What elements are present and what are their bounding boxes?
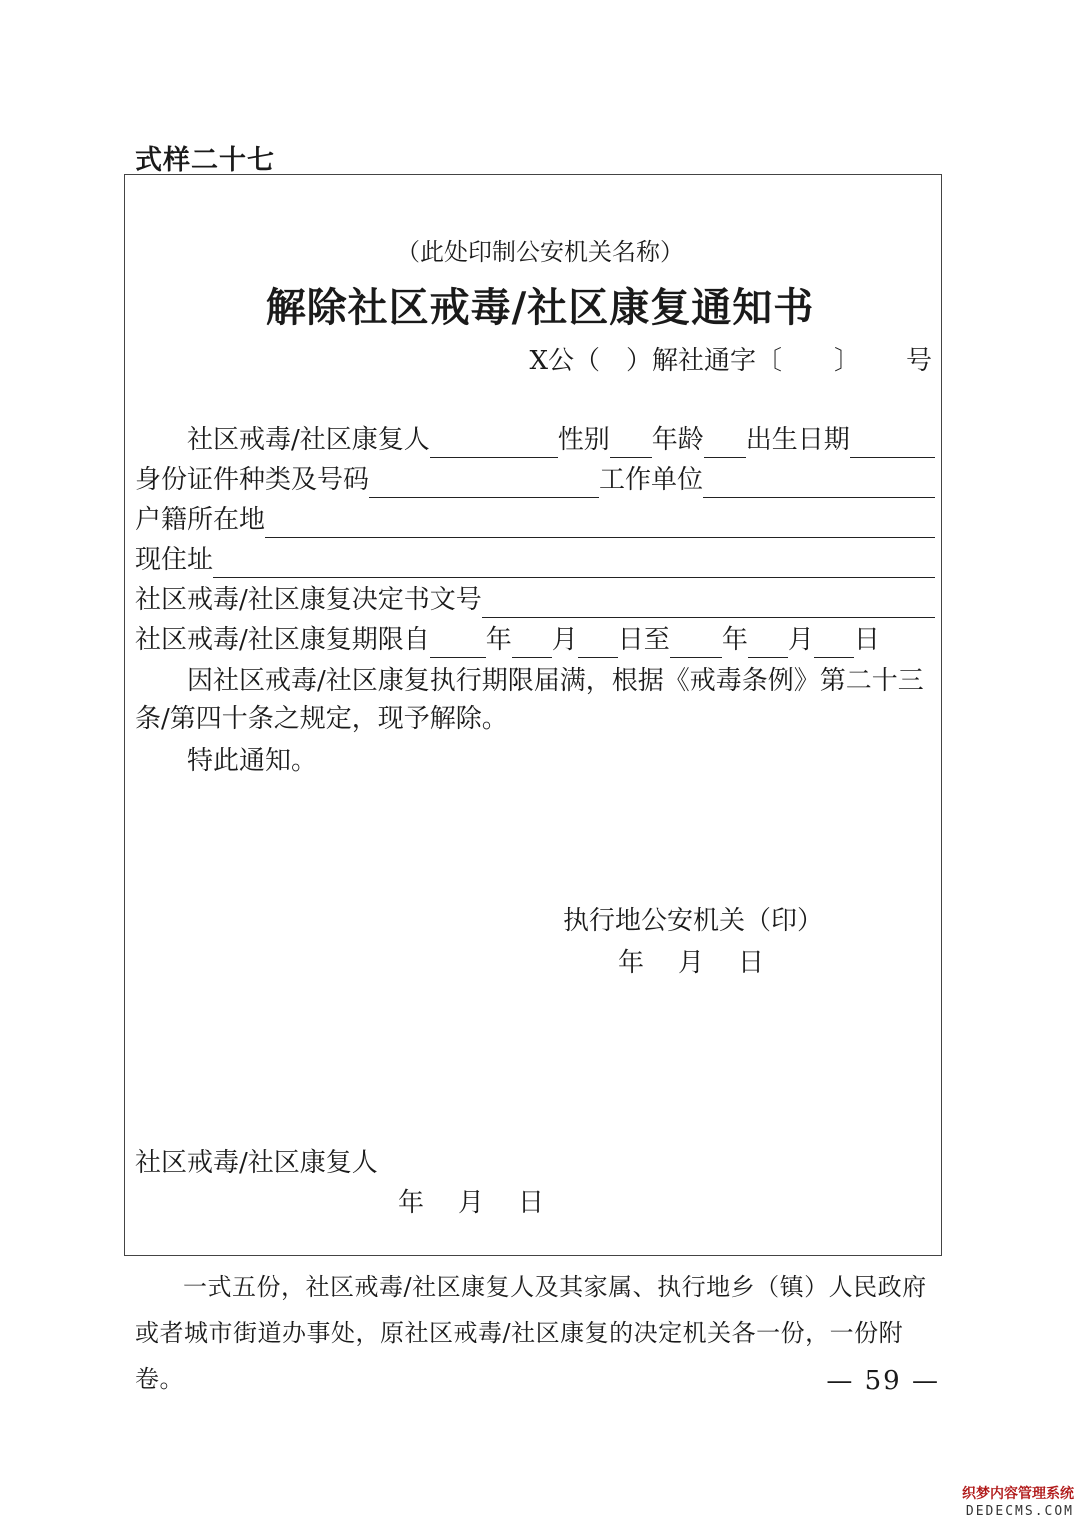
address-blank[interactable] <box>213 549 935 578</box>
birth-date-blank[interactable] <box>850 429 935 458</box>
row-person-info <box>135 422 935 458</box>
id-number-blank[interactable] <box>369 469 599 498</box>
recipient-date: 年 月 日 <box>398 1188 549 1218</box>
person-name-blank[interactable] <box>430 429 558 458</box>
end-year-blank[interactable] <box>670 629 722 658</box>
label-person: 社区戒毒/社区康复人 <box>187 425 430 455</box>
doc-number-bracket-close: 〕 <box>833 346 860 376</box>
row-household <box>135 502 935 538</box>
recipient-signature: 社区戒毒/社区康复人 <box>135 1148 378 1178</box>
label-year-end: 年 <box>721 625 748 655</box>
label-age: 年龄 <box>651 425 704 455</box>
row-id-work <box>135 462 935 498</box>
household-blank[interactable] <box>265 509 935 538</box>
label-month: 月 <box>551 625 578 655</box>
body-paragraph: 因社区戒毒/社区康复执行期限届满，根据《戒毒条例》第二十三条/第四十条之规定，现予解除。 <box>135 666 924 734</box>
work-unit-blank[interactable] <box>703 469 935 498</box>
watermark-line2: DEDECMS.COM <box>965 1504 1074 1519</box>
label-work-unit: 工作单位 <box>599 465 704 495</box>
row-decision-number <box>135 582 935 618</box>
doc-number-prefix: X公（ ）解社通字〔 <box>529 346 782 376</box>
gender-blank[interactable] <box>610 429 652 458</box>
watermark-line1: 织梦内容管理系统 <box>962 1486 1074 1502</box>
authority-date: 年 月 日 <box>618 948 769 978</box>
row-term <box>135 622 935 658</box>
closing-line: 特此通知。 <box>187 746 318 776</box>
sample-label: 式样二十七 <box>135 145 275 176</box>
doc-number-suffix: 号 <box>905 346 932 376</box>
start-year-blank[interactable] <box>430 629 486 658</box>
label-household-registration: 户籍所在地 <box>135 505 266 535</box>
issuer-placeholder: （此处印制公安机关名称） <box>396 238 684 266</box>
row-address <box>135 542 935 578</box>
start-day-blank[interactable] <box>578 629 618 658</box>
decision-number-blank[interactable] <box>482 589 935 618</box>
document-title: 解除社区戒毒/社区康复通知书 <box>265 284 815 331</box>
label-term-from: 社区戒毒/社区康复期限自 <box>135 625 430 655</box>
watermark <box>962 1486 1074 1520</box>
label-day: 日 <box>853 625 880 655</box>
page-number: — 59 — <box>826 1366 940 1396</box>
label-month-end: 月 <box>787 625 814 655</box>
authority-signature: 执行地公安机关（印） <box>563 906 824 936</box>
label-decision-doc-number: 社区戒毒/社区康复决定书文号 <box>135 585 482 615</box>
label-id-type-number: 身份证件种类及号码 <box>135 465 370 495</box>
label-year: 年 <box>485 625 512 655</box>
end-month-blank[interactable] <box>748 629 788 658</box>
label-birth-date: 出生日期 <box>745 425 850 455</box>
footnote: 一式五份，社区戒毒/社区康复人及其家属、执行地乡（镇）人民政府或者城市街道办事处，原社区戒毒/社区康复的决定机关各一份，一份附卷。 <box>135 1273 927 1393</box>
document-number <box>529 340 932 377</box>
label-gender: 性别 <box>557 425 610 455</box>
age-blank[interactable] <box>704 429 746 458</box>
label-day-to: 日至 <box>617 625 670 655</box>
end-day-blank[interactable] <box>814 629 854 658</box>
start-month-blank[interactable] <box>512 629 552 658</box>
label-current-address: 现住址 <box>135 545 214 575</box>
